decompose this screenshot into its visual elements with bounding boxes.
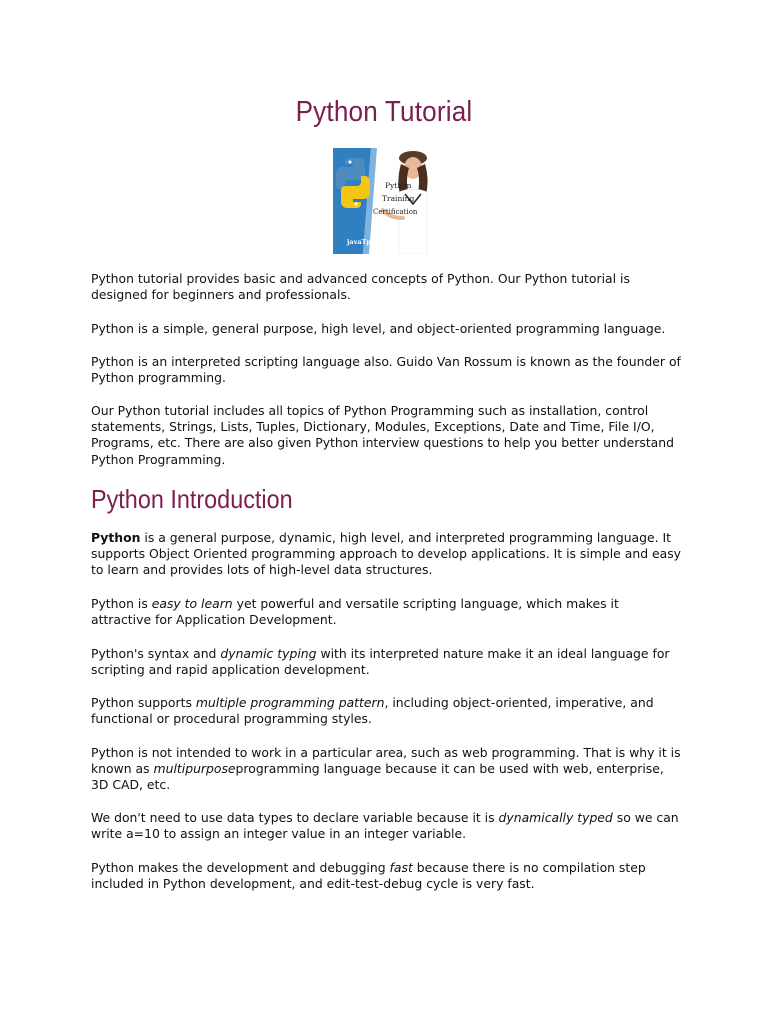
intro-section-paragraph-6 (91, 810, 681, 842)
intro-section-paragraph-1 (91, 530, 681, 579)
paragraph-text: Python makes the development and debugging (91, 860, 390, 875)
intro-section-paragraph-2 (91, 596, 681, 628)
python-training-banner-graphic (333, 148, 435, 254)
paragraph-text: Python is (91, 596, 152, 611)
banner-text-line2: Training (382, 194, 415, 203)
intro-section-paragraph-7 (91, 860, 681, 892)
paragraph-text: is a general purpose, dynamic, high level, and interpreted programming language. It supports Object Oriented programming approach to develop applications. It is simple and easy to learn and provides lots of high-level data structures. (91, 530, 682, 578)
intro-section-paragraph-3 (91, 646, 681, 678)
paragraph-text: programming language because it can be used with web, enterprise, 3D CAD, etc. (91, 761, 664, 793)
paragraph-text: We don't need to use data types to declare variable because it is (91, 810, 499, 825)
section-title: Python Introduction (91, 484, 293, 514)
intro-text-1: Python tutorial provides basic and advanced concepts of Python. Our Python tutorial is designed for beginners and professionals. (91, 271, 630, 303)
emphasis-text: dynamically typed (498, 810, 613, 825)
banner-brand: javaTpoint (347, 238, 386, 246)
paragraph-text: yet powerful and versatile scripting language, which makes it attractive for Application Development. (91, 596, 619, 628)
intro-text-4: Our Python tutorial includes all topics of Python Programming such as installation, control statements, Strings, Lists, Tuples, Dictionary, Modules, Exceptions, Date and Time, File I/O, Programs, etc. There are also given Python interview questions to help you better understand Python Programming. (91, 403, 674, 467)
emphasis-text: fast (389, 860, 413, 875)
page-title: Python Tutorial (295, 96, 473, 128)
paragraph-text: Python supports (91, 695, 196, 710)
python-bold: Python (91, 530, 141, 545)
paragraph-text: , including object-oriented, imperative, and functional or procedural programming styles. (91, 695, 654, 727)
paragraph-text: so we can write a=10 to assign an integer value in an integer variable. (91, 810, 679, 842)
intro-section-paragraph-4 (91, 695, 681, 727)
intro-paragraph-1 (91, 271, 681, 303)
emphasis-text: easy to learn (151, 596, 233, 611)
paragraph-text: because there is no compilation step included in Python development, and edit-test-debug cycle is very fast. (91, 860, 646, 892)
intro-text-2: Python is a simple, general purpose, high level, and object-oriented programming language. (91, 321, 666, 336)
emphasis-text: dynamic typing (220, 646, 317, 661)
intro-section-paragraph-5 (91, 745, 681, 794)
paragraph-text: with its interpreted nature make it an ideal language for scripting and rapid application development. (91, 646, 670, 678)
intro-paragraph-3 (91, 354, 681, 386)
paragraph-text: Python's syntax and (91, 646, 221, 661)
banner-text-line1: Python (385, 181, 412, 190)
emphasis-text: multiple programming pattern (195, 695, 385, 710)
paragraph-text: Python is not intended to work in a particular area, such as web programming. That is why it is known as (91, 745, 681, 777)
banner-text-line3: Certification (373, 208, 418, 216)
intro-text-3: Python is an interpreted scripting language also. Guido Van Rossum is known as the founder of Python programming. (91, 354, 681, 386)
emphasis-text: multipurpose (153, 761, 236, 777)
intro-paragraph-4 (91, 403, 681, 468)
python-training-banner (333, 148, 435, 254)
intro-paragraph-2 (91, 321, 681, 337)
